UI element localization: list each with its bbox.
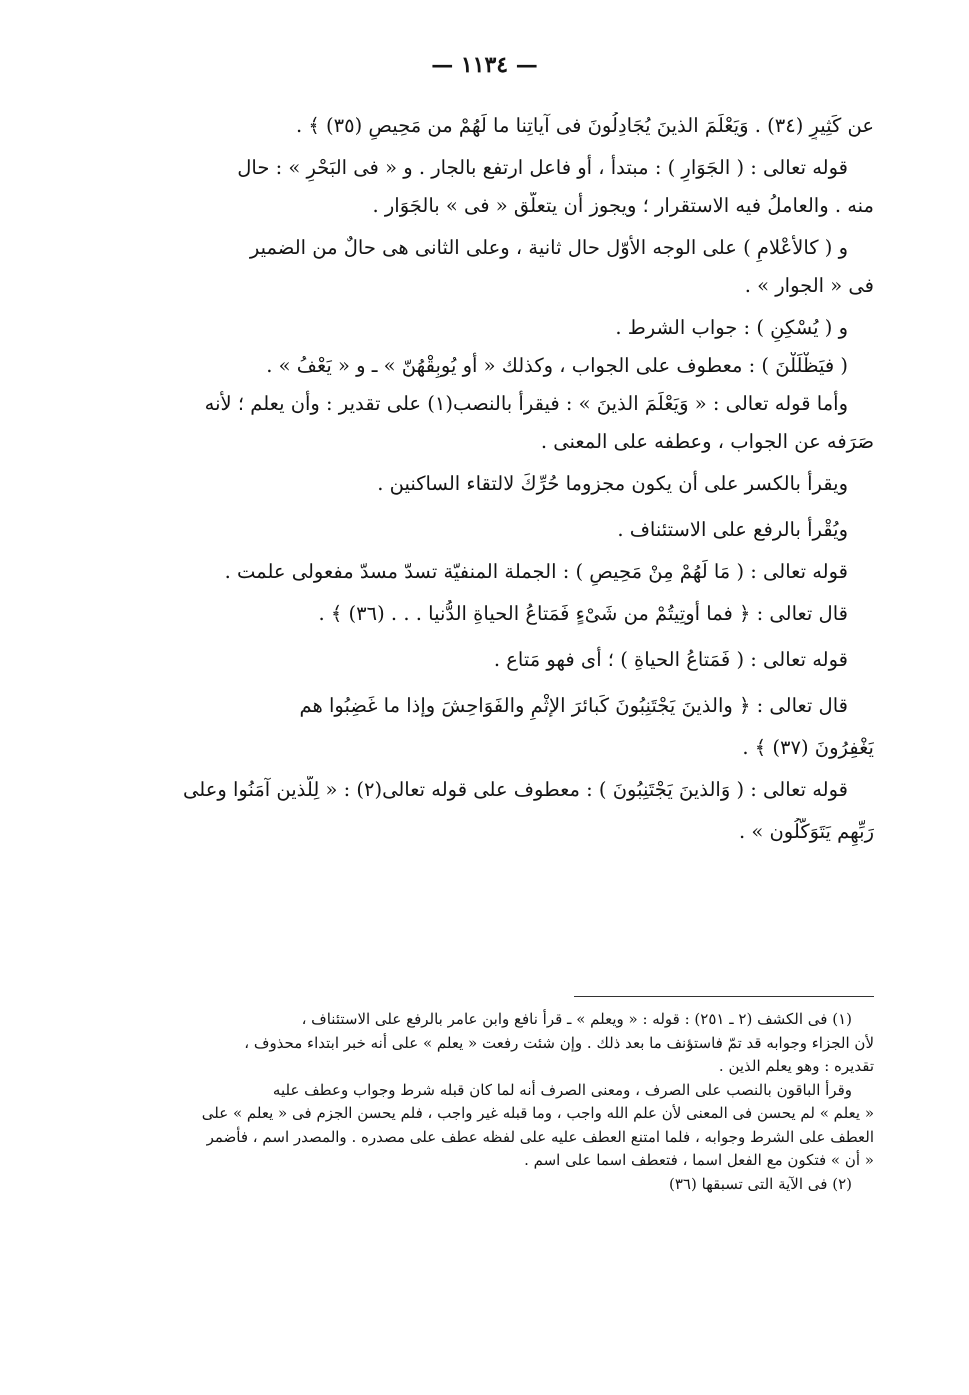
text-line: فى « الجوار » . <box>744 274 874 297</box>
footnote-line: تقديره : وهو يعلم الذين . <box>718 1057 874 1075</box>
text-line: رَبِّهِم يَتَوَكّلُون » . <box>738 820 874 843</box>
footnote-separator <box>574 996 874 997</box>
text-line: قوله تعالى : ( فَمَتاعُ الحياةِ ) ؛ أى فهو مَتاع . <box>493 648 848 671</box>
footnote-line: وقرأ الباقون بالنصب على الصرف ، ومعنى الصرف أنه لما كان قبله شرط وجواب وعطف عليه <box>272 1080 852 1099</box>
page-number: — ١١٣٤ — <box>431 52 538 78</box>
text-line: عن كَثِيرٍ (٣٤) . وَيَعْلَمَ الذينَ يُجَادِلُونَ فى آياتِنا ما لَهُمْ من مَحِيصٍ (٣٥) ﴾ . <box>296 114 874 137</box>
footnote-line: العطف على الشرط وجوابه ، فلما امتنع العطف عليه على لفظه عطف على مصدره . والمصدر اسم ، فأضمر <box>206 1127 874 1146</box>
text-line: منه . والعاملُ فيه الاستقرار ؛ ويجوز أن يتعلّق « فى » بالجَوَار . <box>372 194 874 217</box>
text-line: قوله تعالى : ( الجَوَارِ ) : مبتدأ ، أو فاعل ارتفع بالجار . و « فى البَحْرِ » : حال <box>237 156 848 179</box>
footnotes <box>126 1008 874 1196</box>
text-line: ويُقْرأ بالرفع على الاستئناف . <box>617 518 848 541</box>
footnote-line: (١) فى الكشف (٢ ـ ٢٥١) : قوله : « ويعلم » ـ قرأ نافع وابن عامر بالرفع على الاستئناف ، <box>301 1010 852 1028</box>
text-line: ( فيَظْلَلْنَ ) : معطوف على الجواب ، وكذلك « أو يُوبِقْهُنّ » ـ و « يَعْفُ » . <box>266 354 848 377</box>
main-text <box>126 112 874 846</box>
text-line: قوله تعالى : ( مَا لَهُمْ مِنْ مَحِيصٍ ) : الجملة المنفيّة تسدّ مسدّ مفعولى علمت . <box>224 560 848 583</box>
text-line: وأما قوله تعالى : « وَيَعْلَمَ الذينَ » : فيقرأ بالنصب(١) على تقدير : وأن يعلم ؛ لأنه <box>204 392 848 415</box>
text-line: ويقرأ بالكسر على أن يكون مجزوما حُرِّكَ لالتقاء الساكنين . <box>377 472 848 495</box>
footnote-line: (٢) فى الآية التى تسبقها (٣٦) <box>669 1174 852 1193</box>
footnote-line: « يعلم » لم يحسن فى المعنى لأن علم الله واجب ، وما قبله غير واجب ، فلم يحسن الجزم فى « يعلم » على <box>201 1104 874 1122</box>
text-line: و ( يُسْكِنِ ) : جواب الشرط . <box>615 316 848 339</box>
text-line: قال تعالى : ﴿ والذينَ يَجْتَنِبُونَ كَبائرَ الإثْمِ والفَوَاحِشَ وإذا ما غَضِبُوا هم <box>299 694 848 717</box>
text-line: صَرَفه عن الجواب ، وعطفه على المعنى . <box>540 430 874 453</box>
text-line: قال تعالى : ﴿ فما أُوتِيتُمْ من شَىْءٍ فَمَتاعُ الحياةِ الدُّنيا . . . (٣٦) ﴾ . <box>318 602 848 625</box>
text-line: يَغْفِرُونَ (٣٧) ﴾ . <box>742 736 874 759</box>
footnote-line: لأن الجزاء وجوابه قد تمّ فاستؤنف ما بعد ذلك . وإن شئت رفعت « يعلم » على أنه خبر ابتداء محذوف ، <box>244 1033 874 1052</box>
footnote-line: « أن » فتكون مع الفعل اسما ، فتعطف اسما على اسم . <box>524 1151 874 1169</box>
text-line: قوله تعالى : ( وَالذينَ يَجْتَنِبُونَ ) : معطوف على قوله تعالى(٢) : « لِلّذين آمَنُوا وعلى <box>183 778 848 801</box>
text-line: و ( كالأعْلامِ ) على الوجه الأوّل حال ثانية ، وعلى الثانى هى حالٌ من الضمير <box>249 236 848 259</box>
